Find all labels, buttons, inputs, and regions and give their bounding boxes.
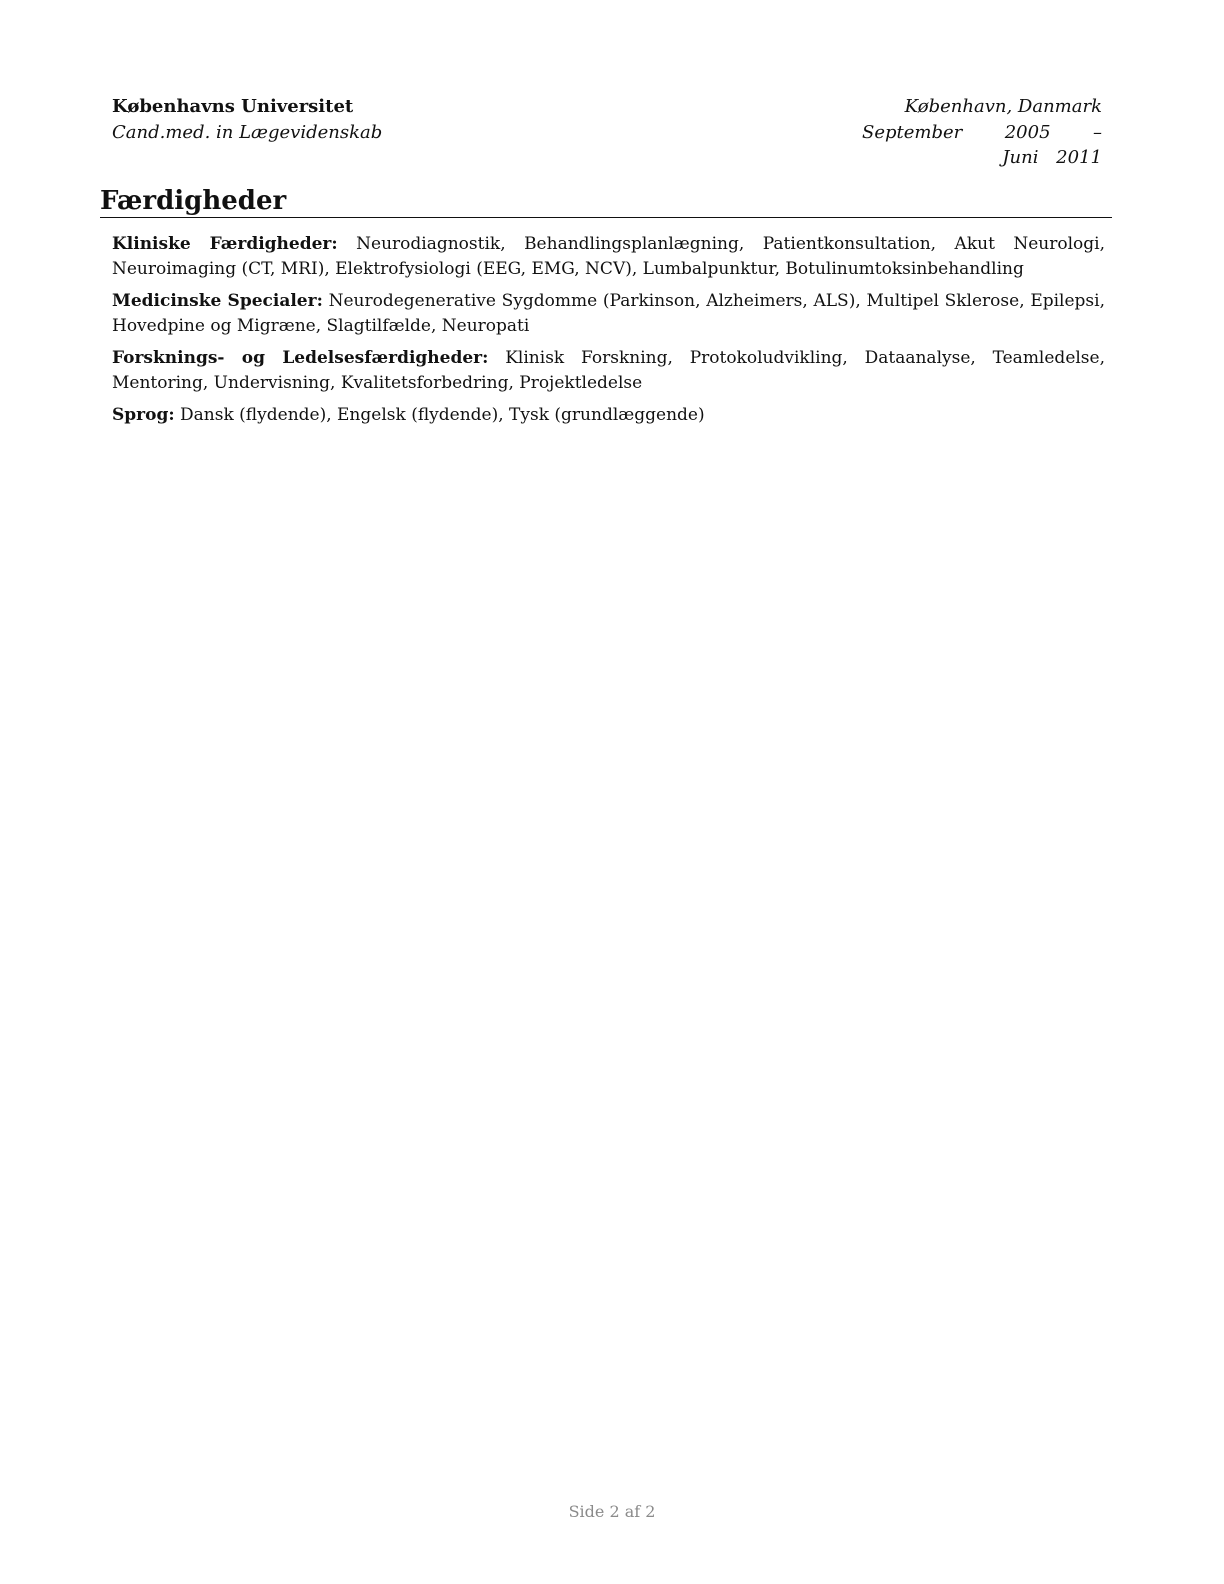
degree-title: Cand.med. in Lægevidenskab	[112, 122, 383, 143]
skill-label: Forsknings- og Ledelsesfærdigheder:	[112, 348, 489, 368]
skill-text: Klinisk Forskning, Protokoludvikling, Dataanalyse, Teamledelse, Mentoring, Undervisning, Kvalitetsforbedring, Projektledelse	[112, 348, 1106, 393]
skill-text: Dansk (flydende), Engelsk (flydende), Tysk (grundlæggende)	[180, 405, 705, 425]
skill-label: Sprog:	[112, 405, 175, 425]
skill-item-languages	[112, 403, 1105, 428]
skill-text: Neurodegenerative Sygdomme (Parkinson, Alzheimers, ALS), Multipel Sklerose, Epilepsi, Hovedpine og Migræne, Slagtilfælde, Neuropati	[112, 291, 1105, 336]
skill-item-research-leadership	[112, 346, 1105, 396]
education-location: København, Danmark	[904, 96, 1102, 117]
education-right-column	[802, 94, 1102, 170]
institution-name: Københavns Universitet	[112, 96, 354, 117]
skills-list	[112, 232, 1105, 435]
education-left-column	[112, 94, 672, 145]
skill-text: Neurodiagnostik, Behandlingsplanlægning, Patientkonsultation, Akut Neurologi, Neuroimaging (CT, MRI), Elektrofysiologi (EEG, EMG, NCV), Lumbalpunktur, Botulinumtoksinbehandling	[112, 234, 1106, 279]
education-dates: September 2005 – Juni 2011	[862, 122, 1102, 168]
skill-item-specialties	[112, 289, 1105, 339]
page-number: Side 2 af 2	[568, 1502, 656, 1521]
section-title-skills: Færdigheder	[100, 184, 1112, 218]
skill-label: Medicinske Specialer:	[112, 291, 323, 311]
skill-item-clinical	[112, 232, 1105, 282]
skill-label: Kliniske Færdigheder:	[112, 234, 338, 254]
education-entry	[112, 94, 1102, 174]
